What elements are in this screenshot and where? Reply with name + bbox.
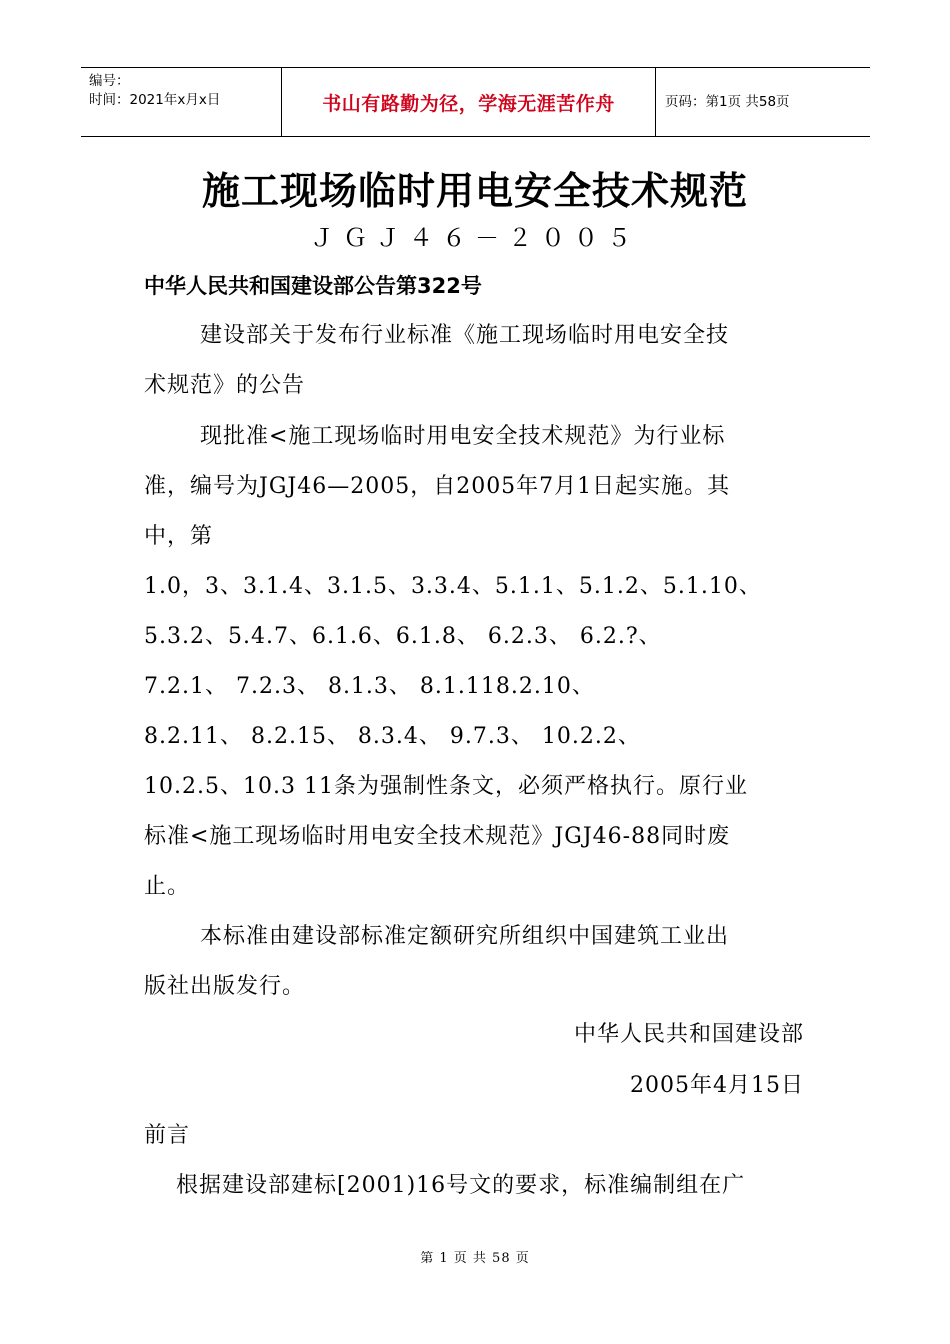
paragraph-line: 止。 bbox=[144, 874, 191, 899]
paragraph-line: 10.2.5、10.3 11条为强制性条文，必须严格执行。原行业 bbox=[144, 774, 748, 799]
paragraph-line: 5.3.2、5.4.7、6.1.6、6.1.8、 6.2.3、 6.2.?、 bbox=[144, 624, 662, 649]
header-meta-cell bbox=[81, 68, 282, 136]
header-page-label: 页码：第1页 共58页 bbox=[665, 94, 790, 110]
standard-code: ＪＧＪ４６－２００５ bbox=[310, 224, 640, 252]
issue-date: 2005年4月15日 bbox=[630, 1073, 804, 1098]
page-header bbox=[81, 67, 870, 137]
paragraph-line: 建设部关于发布行业标准《施工现场临时用电安全技 bbox=[200, 323, 730, 348]
motto-text: 书山有路勤为径，学海无涯苦作舟 bbox=[322, 92, 615, 115]
paragraph-line: 根据建设部建标[2001)16号文的要求，标准编制组在广 bbox=[176, 1173, 746, 1198]
paragraph-line: 1.0，3、3.1.4、3.1.5、3.3.4、5.1.1、5.1.2、5.1.10、 bbox=[144, 574, 762, 599]
paragraph-line: 现批准<施工现场临时用电安全技术规范》为行业标 bbox=[200, 424, 726, 449]
header-page-cell bbox=[657, 68, 870, 136]
header-motto-cell bbox=[282, 68, 656, 136]
announcement-heading: 中华人民共和国建设部公告第322号 bbox=[144, 274, 482, 298]
paragraph-line: 标准<施工现场临时用电安全技术规范》JGJ46-88同时废 bbox=[144, 824, 731, 849]
paragraph-line: 版社出版发行。 bbox=[144, 974, 306, 999]
page-footer: 第 1 页 共 58 页 bbox=[420, 1251, 530, 1266]
document-number-label: 编号： bbox=[89, 73, 130, 89]
document-time-label: 时间：2021年x月x日 bbox=[89, 92, 221, 108]
issuer-signature: 中华人民共和国建设部 bbox=[573, 1022, 804, 1047]
preface-heading: 前言 bbox=[144, 1123, 191, 1148]
paragraph-line: 8.2.11、 8.2.15、 8.3.4、 9.7.3、 10.2.2、 bbox=[144, 724, 641, 749]
paragraph-line: 中，第 bbox=[144, 524, 214, 549]
document-title: 施工现场临时用电安全技术规范 bbox=[201, 169, 748, 213]
paragraph-line: 准，编号为JGJ46—2005，自2005年7月1日起实施。其 bbox=[144, 474, 731, 499]
paragraph-line: 7.2.1、 7.2.3、 8.1.3、 8.1.118.2.10、 bbox=[144, 674, 595, 699]
paragraph-line: 术规范》的公告 bbox=[144, 373, 306, 398]
paragraph-line: 本标准由建设部标准定额研究所组织中国建筑工业出 bbox=[200, 924, 730, 949]
